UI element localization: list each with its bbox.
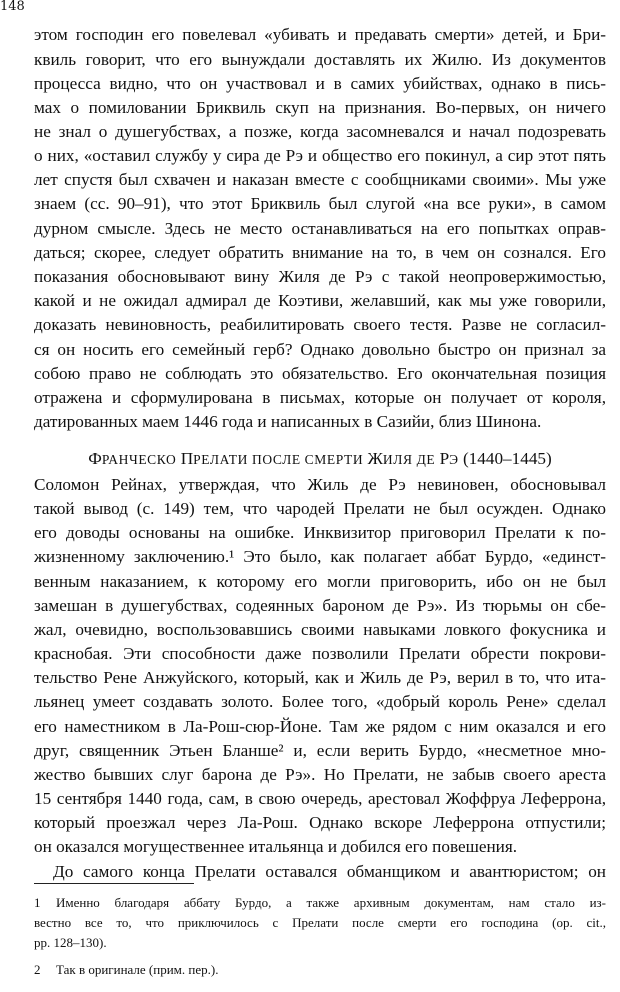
text-line: ся он носить его семейный герб? Однако довольно быстро он признал за [34,340,606,359]
heading-cap: Ф [88,449,102,468]
text-line: датированных маем 1446 года и написанных в Сазийи, близ Шинона. [34,412,542,431]
text-line: лет спустя был схвачен и наказан вместе с сообщниками своими». Мы уже [34,170,606,189]
text-line: знаем (сс. 90–91), что этот Бриквиль был слугой «на все руки», в самом [34,194,606,213]
text-line: друг, священник Этьен Бланше² и, если верить Бурдо, «несметное мно- [34,741,606,760]
text-line: льянец умеет создавать золото. Более того, «добрый король Рене» сделал [34,692,606,711]
text-line: его наместником в Ла-Рош-сюр-Йоне. Там же рядом с ним оказался и его [34,717,606,736]
footnote-number: 1 [34,895,41,910]
text-line: жизненному заключению.¹ Это было, как полагает аббат Бурдо, «единст- [34,547,606,566]
text-line: какой и не ожидал адмирал де Коэтиви, желавший, как мы уже говорили, [34,291,606,310]
text-line: тельство Рене Анжуйского, который, как и Жиль де Рэ, верил в то, что ита- [34,668,606,687]
text-line: Соломон Рейнах, утверждая, что Жиль де Рэ невиновен, обосновывал [34,475,606,494]
page-number: 148 [0,0,25,14]
footnote-number: 2 [34,962,41,977]
footnote-1-line [34,933,606,953]
text-line: который проезжал через Ла-Рош. Однако вскоре Леферрона отпустили; [34,813,606,832]
heading-dates: (1440–1445) [462,449,552,468]
text-line: жество бывших слуг барона де Рэ». Но Прелати, не забыв своего ареста [34,765,606,784]
heading-smallcaps: РАНЧЕСКО [101,452,177,467]
heading-smallcaps: РЕЛАТИ ПОСЛЕ СМЕРТИ [193,452,364,467]
heading-cap: Ж [367,449,383,468]
text-line: жал, очевидно, воспользовавшись своими навыками ловкого фокусника и [34,620,606,639]
text-line: этом господин его повелевал «убивать и предавать смерти» детей, и Бри- [34,25,606,44]
heading-cap: П [180,449,194,468]
footnote-divider [34,883,194,884]
text-line: венным наказанием, к которому его могли приговорить, ибо он не был [34,572,606,591]
footnote-1-line [34,893,606,913]
text-line: не знал о душегубствах, а позже, когда засомневался и начал подозревать [34,122,606,141]
text-line: До самого конца Прелати оставался обманщиком и авантюристом; он [53,862,606,881]
text-line: дурном смысле. Здесь не место останавливаться на его попытках оправ- [34,219,606,238]
text-line: его доводы основаны на ошибке. Инквизитор приговорил Прелати к по- [34,523,606,542]
text-line: даться; скорее, следует обратить внимание на то, в чем он сознался. Его [34,243,606,262]
footnote-text: Так в оригинале (прим. пер.). [56,962,219,977]
text-line: такой вывод (с. 149) тем, что чародей Прелати не был осужден. Однако [34,499,606,518]
footnote-text: вестно все то, что приключилось с Прелати после смерти его господина (op. cit., [34,915,606,930]
footnote-1-line [34,913,606,933]
text-line: замешан в душегубствах, содеянных бароном де Рэ». Из тюрьмы он сбе- [34,596,606,615]
text-line: мах о помиловании Бриквиль скуп на признания. Во-первых, он ничего [34,98,606,117]
text-line: он оказался могущественнее итальянца и добился его повешения. [34,837,518,856]
text-line: квиль говорит, что его вынуждали доставлять их Жилю. Из документов [34,50,606,69]
text-line: о них, «оставил службу у сира де Рэ и общество его покинул, а сир этот пять [34,146,606,165]
text-line: краснобая. Эти способности даже позволили Прелати обрести покрови- [34,644,606,663]
text-line: собою право не соблюдать это обязательство. Его окончательная позиция [34,364,606,383]
text-line: 15 сентября 1440 года, сам, в свою очередь, арестовал Жоффруа Леферрона, [34,789,606,808]
heading-smallcaps: ИЛЯ ДЕ [382,452,436,467]
text-line: отражена и сформулирована в письмах, которые он получает от короля, [34,388,606,407]
heading-cap: Р [439,449,450,468]
text-line: процесса видно, что он участвовал и в самих убийствах, однако в пись- [34,74,606,93]
section-heading [20,447,620,472]
footnote-2-line [34,960,606,980]
footnote-text: Именно благодаря аббату Бурдо, а также архивным документам, нам стало из- [56,895,606,910]
footnote-text: pp. 128–130). [34,935,107,950]
text-line: доказать невиновность, реабилитировать своего тестя. Разве не согласил- [34,315,606,334]
heading-smallcaps: Э [449,452,459,467]
text-line: показания обосновывают вину Жиля де Рэ с такой неопровержимостью, [34,267,606,286]
